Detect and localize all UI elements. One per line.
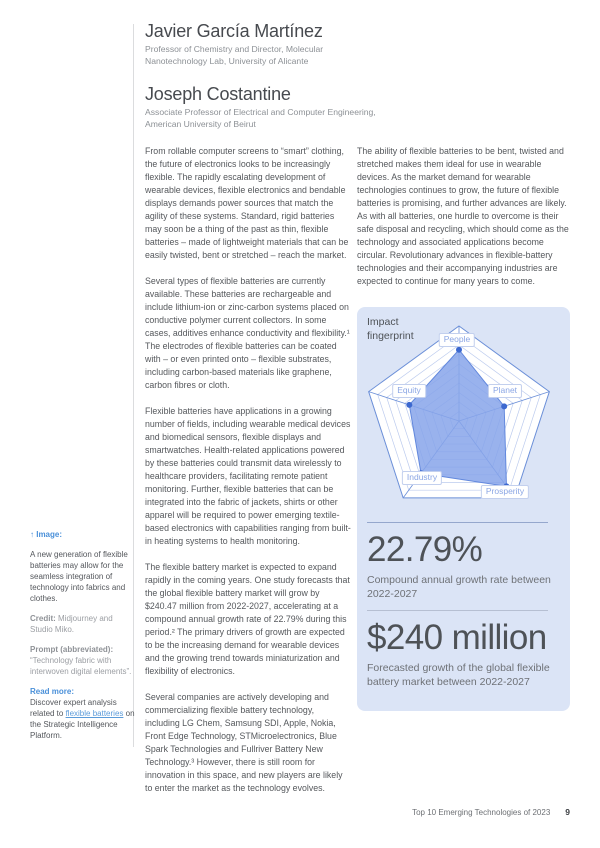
paragraph: Several types of flexible batteries are currently available. These batteries are rechargeable and include lithium-ion or zinc-carbon systems placed on conductive polymer current collectors. In some cases, additives enhance conductivity and flexibility.¹ The electrodes of flexible batteries can be coated with – or even printed onto – flexible substrates, including carbon-based materials like graphene, carbon fibres or cloth. — [145, 276, 350, 390]
stat-divider — [367, 522, 548, 523]
author-1 — [145, 21, 415, 67]
page-footer — [412, 807, 570, 817]
credit-label: Credit: — [30, 614, 56, 623]
image-caption: A new generation of flexible batteries may allow for the seamless integration of technology into fabrics and clothes. — [30, 550, 128, 603]
prompt-label: Prompt (abbreviated): — [30, 645, 114, 654]
image-label: ↑ Image: — [30, 530, 63, 539]
author-2-title: Associate Professor of Electrical and Computer Engineering, American University of Beirut — [145, 107, 376, 129]
radar-axis-label-equity: Equity — [392, 384, 426, 398]
author-2-name: Joseph Costantine — [145, 84, 291, 104]
impact-panel-title: Impact fingerprint — [367, 316, 414, 342]
body-column-1 — [145, 145, 351, 808]
flexible-batteries-link[interactable]: flexible batteries — [65, 709, 124, 718]
prompt-text: “Technology fabric with interwoven digital elements”. — [30, 656, 132, 676]
paragraph: Several companies are actively developing and commercializing flexible battery technology, including LG Chem, Samsung SDI, Apple, Nokia, Front Edge Technology, STMicroelectronics, Blue Spark Technologies and Fullriver Battery New Technology.³ However, there is still room for innovation in this space, and new players are likely to enter the market as the technology evolves. — [145, 692, 343, 793]
radar-axis-label-industry: Industry — [402, 471, 442, 485]
radar-axis-label-prosperity: Prosperity — [481, 485, 529, 499]
footer-report-title: Top 10 Emerging Technologies of 2023 — [412, 808, 551, 817]
read-more-label: Read more: — [30, 687, 75, 696]
stat-forecast-caption: Forecasted growth of the global flexible battery market between 2022-2027 — [367, 662, 550, 688]
paragraph: Flexible batteries have applications in a growing number of fields, including wearable medical devices and biomedical sensors, flexible displays and smartwatches. Health-related applications powered by these batteries could transmit data wirelessly to healthcare providers, facilitating remote patient monitoring. Further, flexible batteries that can be integrated into the fabric of jackets, shirts or other apparel will be required to power emerging textile-based electronics with capabilities ranging from built-in heating systems to health monitoring. — [145, 406, 351, 546]
stat-forecast-value: $240 million — [367, 618, 547, 657]
stat-divider — [367, 610, 548, 611]
impact-fingerprint-panel — [357, 307, 570, 711]
authors-block — [145, 21, 415, 147]
body-column-2 — [357, 145, 571, 301]
stat-cagr-caption: Compound annual growth rate between 2022-2027 — [367, 574, 551, 600]
read-more-post: on the Strategic Intelligence Platform. — [30, 709, 135, 740]
image-prompt — [30, 644, 136, 677]
paragraph: From rollable computer screens to “smart” clothing, the future of electronics looks to be increasingly flexible. The rapidly escalating development of wearable devices, flexible electronics and bendable displays demands power sources that match the agility of these systems. Standard, rigid batteries may soon be a thing of the past as thin, flexible batteries – made of lightweight materials that can be easily twisted, bent or stretched – reach the market. — [145, 146, 349, 260]
credit-text: Midjourney and Studio Miko. — [30, 614, 113, 634]
author-2 — [145, 84, 415, 130]
paragraph: The flexible battery market is expected to expand rapidly in the coming years. One study forecasts that the global flexible battery market will grow by $240.47 million from 2022-2027, accelerating at a compound annual growth rate of 22.79% during this period.² The primary drivers of growth are expected to be the increasing demand for wearable devices and the growing trend towards miniaturization and flexibility of electronics. — [145, 562, 350, 676]
paragraph: The ability of flexible batteries to be bent, twisted and stretched makes them ideal for use in wearable devices. As the market demand for wearable technologies continues to grow, the future of flexible batteries is promising, and further advances are likely. As with all batteries, one hurdle to overcome is their safe disposal and recycling, which should come as the technology and associated applications become circular. Revolutionary advances in flexible-battery technologies and their accompanying industries are expected to continue for many years to come. — [357, 146, 569, 286]
author-1-title: Professor of Chemistry and Director, Molecular Nanotechnology Lab, University of Alicante — [145, 44, 324, 66]
image-sidebar — [30, 529, 136, 750]
stat-cagr-value: 22.79% — [367, 530, 483, 569]
read-more — [30, 686, 136, 741]
read-more-pre: Discover expert analysis related to — [30, 698, 117, 718]
radar-axis-label-planet: Planet — [488, 384, 522, 398]
radar-axis-label-people: People — [439, 333, 475, 347]
author-1-name: Javier García Martínez — [145, 21, 323, 41]
footer-page-number: 9 — [565, 807, 570, 817]
image-credit — [30, 613, 136, 635]
